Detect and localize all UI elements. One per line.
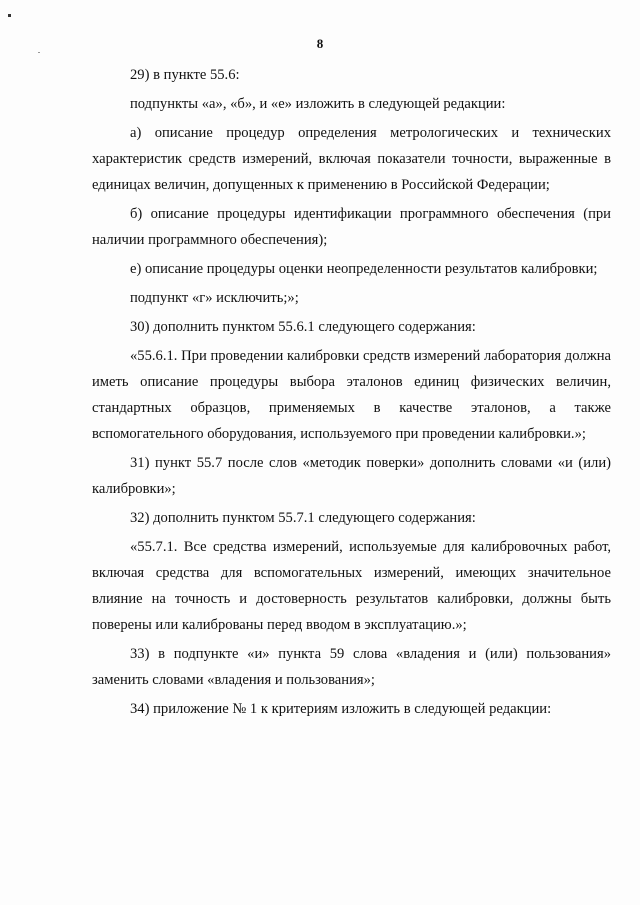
paragraph-32: 32) дополнить пунктом 55.7.1 следующего содержания: — [130, 510, 476, 526]
paragraph-33: 33) в подпункте «и» пункта 59 слова «владения и (или) пользования» заменить словами «владения и пользования»; — [92, 646, 611, 688]
paragraph-subpoint-a: а) описание процедур определения метрологических и технических характеристик средств измерений, включая показатели точности, выраженные в единицах величин, допущенных к применению в Российской Федерации; — [92, 125, 611, 193]
paragraph-55-6-1: «55.6.1. При проведении калибровки средств измерений лаборатория должна иметь описание процедуры выбора эталонов единиц физических величин, стандартных образцов, применяемых в качестве эталонов, а также вспомогательного оборудования, используемого при проведении калибровки.»; — [92, 348, 611, 442]
paragraph-subpoints-intro: подпункты «а», «б», и «е» изложить в следующей редакции: — [130, 96, 506, 112]
page-number: 8 — [316, 36, 324, 51]
scan-mark — [38, 52, 40, 53]
document-body — [92, 62, 611, 725]
paragraph-subpoint-e: е) описание процедуры оценки неопределенности результатов калибровки; — [130, 261, 598, 277]
scan-mark — [8, 14, 11, 17]
paragraph-30: 30) дополнить пунктом 55.6.1 следующего содержания: — [130, 319, 476, 335]
paragraph-55-7-1: «55.7.1. Все средства измерений, используемые для калибровочных работ, включая средства для вспомогательных измерений, имеющих значительное влияние на точность и достоверность результатов калибровки, должны быть поверены или калиброваны перед вводом в эксплуатацию.»; — [92, 539, 611, 633]
paragraph-31: 31) пункт 55.7 после слов «методик поверки» дополнить словами «и (или) калибровки»; — [92, 455, 611, 497]
paragraph-subpoint-b: б) описание процедуры идентификации программного обеспечения (при наличии программного обеспечения); — [92, 206, 611, 248]
paragraph-34: 34) приложение № 1 к критериям изложить в следующей редакции: — [130, 701, 552, 717]
paragraph-29: 29) в пункте 55.6: — [130, 67, 240, 83]
paragraph-subpoint-g-removed: подпункт «г» исключить;»; — [130, 290, 299, 306]
